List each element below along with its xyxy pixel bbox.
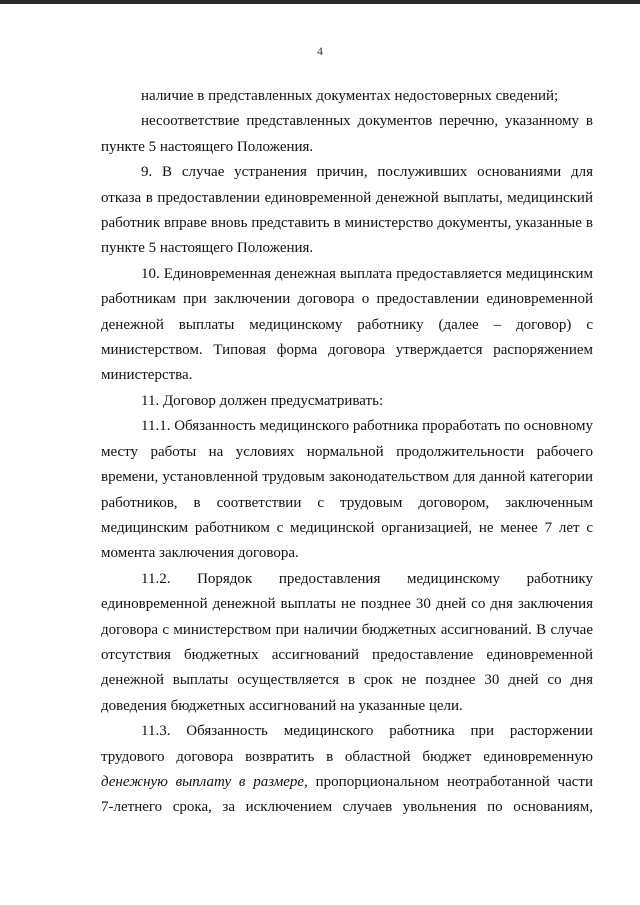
top-border-line — [0, 0, 640, 4]
clause-word: расторжении — [509, 723, 593, 740]
paragraph-9: 9. В случае устранения причин, послуживших основаниями для отказа в предоставлении единовременной денежной выплаты, медицинский работник вправе вновь представить в министерство документы, указанные в пункте 5 настоящего Положения. — [101, 164, 593, 257]
paragraph-11-1: 11.1. Обязанность медицинского работника проработать по основному месту работы на условиях нормальной продолжительности рабочего времени, установленной трудовым законодательством для данной категории работников, в соответствии с трудовым договором, заключенным медицинским работником с медицинской организацией, не менее 7 лет с момента заключения договора. — [101, 418, 593, 562]
clause-number: 11.3. — [141, 723, 171, 740]
clause-word: медицинскому — [406, 570, 501, 587]
paragraph-grounds-mismatch: несоответствие представленных документов перечню, указанному в пункте 5 настоящего Положения. — [101, 113, 593, 155]
italic-phrase: денежную выплату в размере, — [101, 773, 308, 790]
clause-number: 11.2. — [141, 570, 171, 587]
paragraph-11-2-heading-line — [101, 567, 593, 592]
line-continuation: пропорциональном неотработанной части — [307, 773, 593, 790]
clause-word: медицинского — [283, 723, 374, 740]
paragraph-10: 10. Единовременная денежная выплата предоставляется медицинским работникам при заключении договора о предоставлении единовременной денежной выплаты медицинскому работнику (далее – договор) с министерством. Типовая форма договора утверждается распоряжением министерства. — [101, 265, 593, 384]
clause-word: работника — [389, 723, 455, 740]
paragraph-11-3-heading-line — [101, 719, 593, 744]
paragraph-11-3-line-4: 7-летнего срока, за исключением случаев увольнения по основаниям, — [101, 799, 593, 816]
paragraph-grounds-unreliable-info: наличие в представленных документах недостоверных сведений; — [141, 88, 559, 104]
clause-word: предоставления — [278, 570, 381, 587]
paragraph-11: 11. Договор должен предусматривать: — [141, 392, 384, 409]
clause-word: Порядок — [197, 570, 253, 587]
paragraph-11-2-body: единовременной денежной выплаты не позднее 30 дней со дня заключения договора с министерством при наличии бюджетных ассигнований. В случае отсутствия бюджетных ассигнований предоставление единовременной денежной выплаты осуществляется в срок не позднее 30 дней со дня доведения бюджетных ассигнований на указанные цели. — [101, 596, 593, 714]
clause-word: работнику — [526, 570, 593, 587]
page-number: 4 — [317, 44, 323, 58]
clause-word: при — [470, 723, 495, 740]
document-body — [101, 84, 593, 821]
clause-word: Обязанность — [186, 723, 268, 740]
paragraph-11-3-line-2: трудового договора возвратить в областной бюджет единовременную — [101, 748, 593, 765]
paragraph-11-3-line-3 — [101, 770, 593, 795]
